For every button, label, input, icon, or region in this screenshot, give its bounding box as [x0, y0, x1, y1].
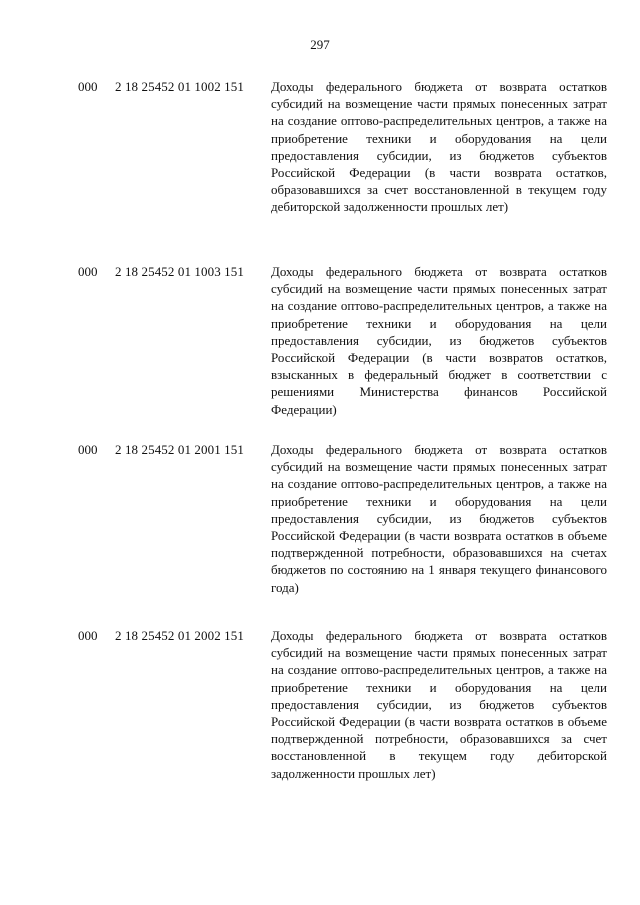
page-number: 297 — [310, 37, 330, 52]
budget-classification-code: 2 18 25452 01 1002 151 — [115, 79, 244, 94]
admin-code: 000 — [78, 264, 98, 279]
income-description: Доходы федерального бюджета от возврата остатков субсидий на возмещение части прямых понесенных затрат на создание оптово-распределительных центров, а также на приобретение техники и оборудования на цели предоставления субсидии, из бюджетов субъектов Российской Федерации (в части возврата остатков в объеме подтвержденной потребности, образовавшихся на счетах бюджетов по состоянию на 1 января текущего финансового года) — [271, 442, 607, 595]
income-description: Доходы федерального бюджета от возврата остатков субсидий на возмещение части прямых понесенных затрат на создание оптово-распределительных центров, а также на приобретение техники и оборудования на цели предоставления субсидии, из бюджетов субъектов Российской Федерации (в части возвратов остатков, взысканных в федеральный бюджет в соответствии с решениями Министерства финансов Российской Федерации) — [271, 264, 607, 417]
budget-classification-code: 2 18 25452 01 1003 151 — [115, 264, 244, 279]
income-description: Доходы федерального бюджета от возврата остатков субсидий на возмещение части прямых понесенных затрат на создание оптово-распределительных центров, а также на приобретение техники и оборудования на цели предоставления субсидии, из бюджетов субъектов Российской Федерации (в части возврата остатков, образовавшихся за счет восстановленной в текущем году дебиторской задолженности прошлых лет) — [271, 79, 607, 215]
admin-code: 000 — [78, 79, 98, 94]
income-description: Доходы федерального бюджета от возврата остатков субсидий на возмещение части прямых понесенных затрат на создание оптово-распределительных центров, а также на приобретение техники и оборудования на цели предоставления субсидии, из бюджетов субъектов Российской Федерации (в части возврата остатков в объеме подтвержденной потребности, образовавшихся за счет восстановленной в текущем году дебиторской задолженности прошлых лет) — [271, 628, 607, 781]
budget-entry — [0, 78, 640, 253]
budget-classification-code: 2 18 25452 01 2001 151 — [115, 442, 244, 457]
budget-code-list — [0, 78, 640, 817]
admin-code: 000 — [78, 628, 98, 643]
budget-entry — [0, 627, 640, 817]
budget-entry — [0, 263, 640, 431]
budget-classification-code: 2 18 25452 01 2002 151 — [115, 628, 244, 643]
admin-code: 000 — [78, 442, 98, 457]
budget-entry — [0, 441, 640, 617]
